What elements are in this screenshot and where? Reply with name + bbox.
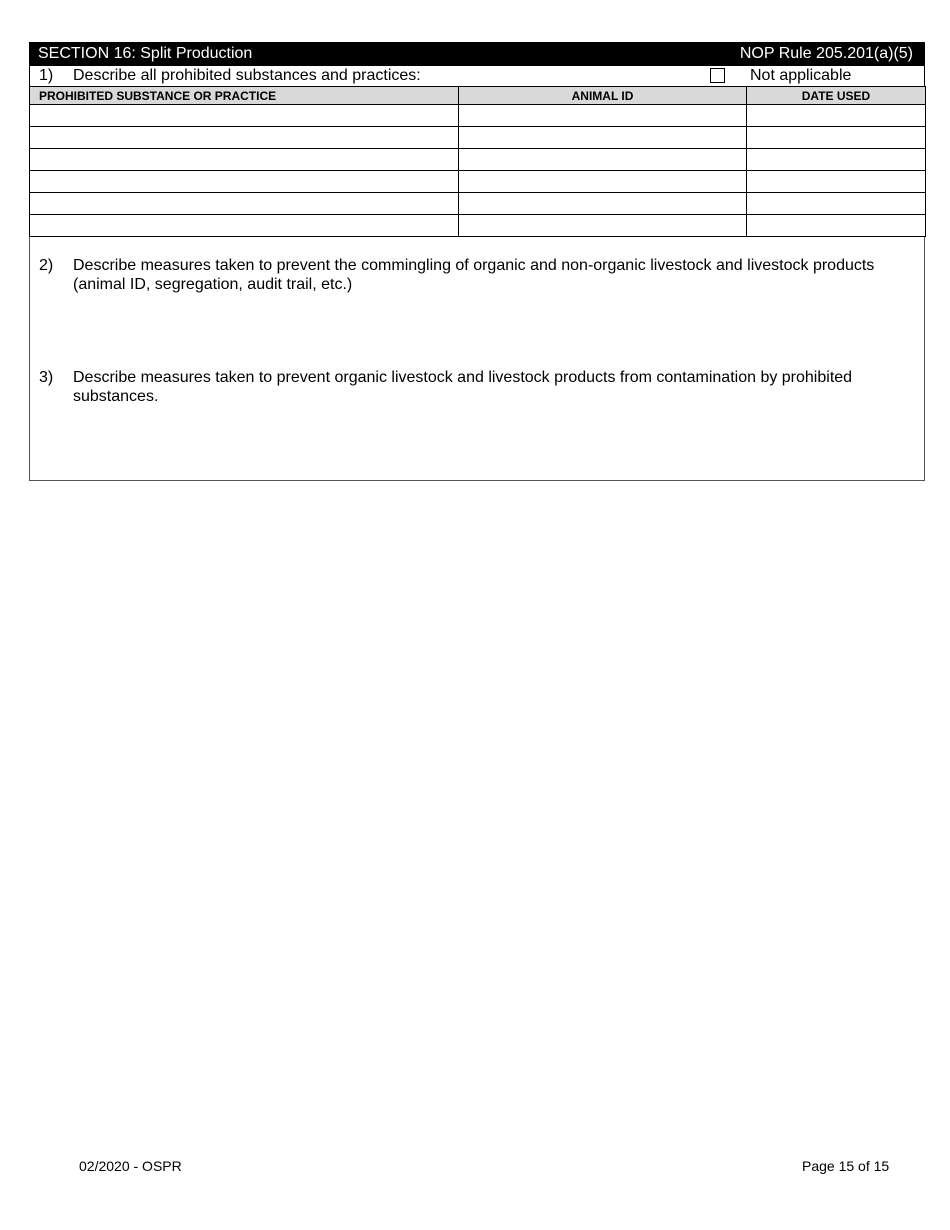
table-row bbox=[30, 127, 926, 149]
cell-substance[interactable] bbox=[30, 215, 459, 237]
question-1-row bbox=[29, 66, 925, 86]
question-3 bbox=[39, 368, 909, 406]
cell-substance[interactable] bbox=[30, 193, 459, 215]
not-applicable-label: Not applicable bbox=[750, 67, 852, 84]
table-row bbox=[30, 193, 926, 215]
column-header-animal-id: ANIMAL ID bbox=[459, 87, 747, 105]
cell-animal-id[interactable] bbox=[459, 127, 747, 149]
column-header-substance: PROHIBITED SUBSTANCE OR PRACTICE bbox=[30, 87, 459, 105]
nop-rule-reference: NOP Rule 205.201(a)(5) bbox=[739, 45, 913, 62]
question-1-text: Describe all prohibited substances and practices: bbox=[73, 67, 421, 84]
prohibited-substances-table bbox=[29, 86, 926, 237]
question-3-number: 3) bbox=[39, 369, 54, 386]
footer-form-version: 02/2020 - OSPR bbox=[79, 1158, 182, 1174]
cell-date-used[interactable] bbox=[747, 127, 926, 149]
cell-date-used[interactable] bbox=[747, 215, 926, 237]
cell-date-used[interactable] bbox=[747, 193, 926, 215]
question-2 bbox=[39, 256, 909, 294]
cell-date-used[interactable] bbox=[747, 149, 926, 171]
section-header bbox=[29, 42, 925, 66]
cell-animal-id[interactable] bbox=[459, 193, 747, 215]
split-production-section bbox=[29, 42, 925, 481]
footer-page-number: Page 15 of 15 bbox=[802, 1158, 890, 1174]
cell-animal-id[interactable] bbox=[459, 215, 747, 237]
table-row bbox=[30, 149, 926, 171]
question-1-number: 1) bbox=[39, 67, 54, 84]
section-title: SECTION 16: Split Production bbox=[38, 45, 253, 62]
cell-animal-id[interactable] bbox=[459, 171, 747, 193]
table-header-row bbox=[30, 87, 926, 105]
cell-date-used[interactable] bbox=[747, 171, 926, 193]
cell-substance[interactable] bbox=[30, 149, 459, 171]
table-row bbox=[30, 215, 926, 237]
question-2-text: Describe measures taken to prevent the commingling of organic and non-organic livestock and livestock products (animal ID, segregation, audit trail, etc.) bbox=[73, 257, 875, 293]
cell-date-used[interactable] bbox=[747, 105, 926, 127]
questions-area bbox=[29, 237, 925, 481]
not-applicable-checkbox[interactable] bbox=[710, 68, 725, 83]
cell-animal-id[interactable] bbox=[459, 105, 747, 127]
column-header-date-used: DATE USED bbox=[747, 87, 926, 105]
table-row bbox=[30, 171, 926, 193]
question-3-text: Describe measures taken to prevent organic livestock and livestock products from contamination by prohibited substances. bbox=[73, 369, 853, 405]
cell-substance[interactable] bbox=[30, 171, 459, 193]
table-row bbox=[30, 105, 926, 127]
question-2-number: 2) bbox=[39, 257, 54, 274]
cell-substance[interactable] bbox=[30, 127, 459, 149]
cell-substance[interactable] bbox=[30, 105, 459, 127]
cell-animal-id[interactable] bbox=[459, 149, 747, 171]
